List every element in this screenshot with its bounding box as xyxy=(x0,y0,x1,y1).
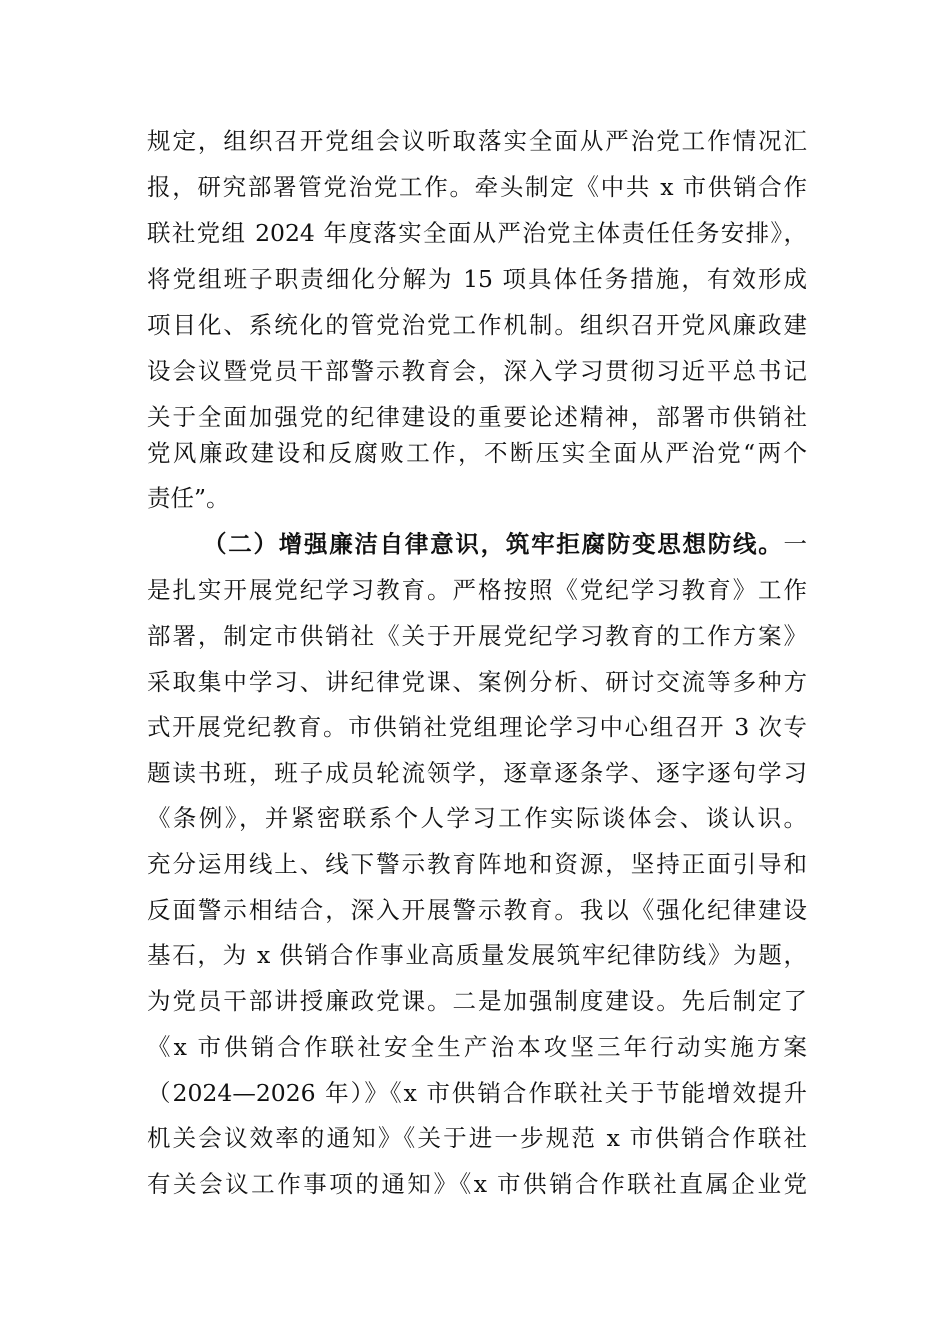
text-line: 《x 市供销合作联社安全生产治本攻坚三年行动实施方案 xyxy=(147,1033,807,1061)
text-line: 部署，制定市供销社《关于开展党纪学习教育的工作方案》 xyxy=(147,622,807,650)
text-line: 报，研究部署管党治党工作。牵头制定《中共 x 市供销合作 xyxy=(147,173,807,201)
text-line: 责任”。 xyxy=(147,484,230,512)
text-line: 党风廉政建设和反腐败工作，不断压实全面从严治党“两个 xyxy=(147,439,807,467)
text-line: 采取集中学习、讲纪律党课、案例分析、研讨交流等多种方 xyxy=(147,668,807,696)
text-line: 充分运用线上、线下警示教育阵地和资源，坚持正面引导和 xyxy=(147,850,807,878)
section-heading-line xyxy=(203,524,807,564)
text-line: 将党组班子职责细化分解为 15 项具体任务措施，有效形成 xyxy=(147,265,807,293)
text-line: 基石，为 x 供销合作事业高质量发展筑牢纪律防线》为题， xyxy=(147,941,807,969)
text-line: 为党员干部讲授廉政党课。二是加强制度建设。先后制定了 xyxy=(147,987,807,1015)
text-line: 式开展党纪教育。市供销社党组理论学习中心组召开 3 次专 xyxy=(147,713,807,741)
text-line: 规定，组织召开党组会议听取落实全面从严治党工作情况汇 xyxy=(147,127,807,155)
text-line: 关于全面加强党的纪律建设的重要论述精神，部署市供销社 xyxy=(147,403,807,431)
text-line: 反面警示相结合，深入开展警示教育。我以《强化纪律建设 xyxy=(147,896,807,924)
text-line: 题读书班，班子成员轮流领学，逐章逐条学、逐字逐句学习 xyxy=(147,759,807,787)
text-line: 《条例》，并紧密联系个人学习工作实际谈体会、谈认识。 xyxy=(147,804,807,832)
section-heading-tail: 一 xyxy=(783,530,807,558)
text-line: 是扎实开展党纪学习教育。严格按照《党纪学习教育》工作 xyxy=(147,576,807,604)
text-line: 项目化、系统化的管党治党工作机制。组织召开党风廉政建 xyxy=(147,311,807,339)
text-line: 机关会议效率的通知》《关于进一步规范 x 市供销合作联社 xyxy=(147,1124,807,1152)
text-line: 联社党组 2024 年度落实全面从严治党主体责任任务安排》， xyxy=(147,219,807,247)
section-heading: （二）增强廉洁自律意识，筑牢拒腐防变思想防线。 xyxy=(203,530,784,558)
text-line: 有关会议工作事项的通知》《x 市供销合作联社直属企业党 xyxy=(147,1170,807,1198)
text-line: （2024—2026 年）》《x 市供销合作联社关于节能增效提升 xyxy=(147,1079,807,1107)
text-line: 设会议暨党员干部警示教育会，深入学习贯彻习近平总书记 xyxy=(147,357,807,385)
